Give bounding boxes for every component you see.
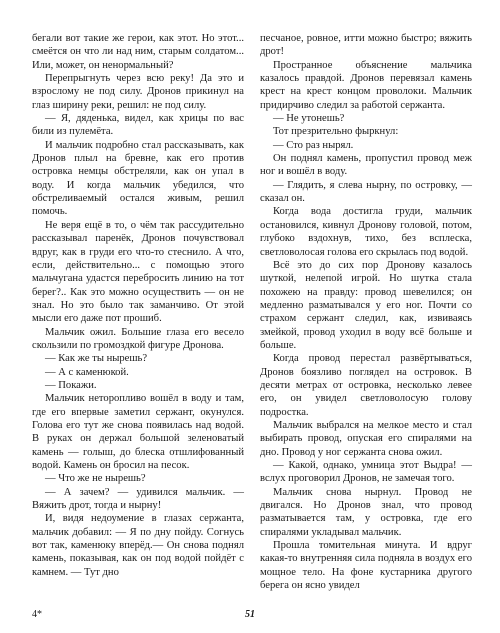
paragraph: — Какой, однако, умница этот Выдра! — вслух проговорил Дронов, не замечая того. xyxy=(260,460,472,485)
paragraph: — Глядить, я слева нырну, по островку, — сказал он. xyxy=(260,179,472,205)
paragraph: Всё это до сих пор Дронову казалось шуткой, нелепой игрой. Но шутка стала похожею на правду: провод шевелился; он медленно разматывался у его ног. Почти со страхом сержант следил, как, извиваясь змейкой, провод уходил в воду всё больше и больше. xyxy=(260,259,472,351)
paragraph: Прошла томительная минута. И вдруг какая-то внутренняя сила подняла в воздух его мощное тело. На фоне кустарника другого берега он ясно увидел xyxy=(260,540,472,592)
paragraph: Он поднял камень, пропустил провод меж ног и вошёл в воду. xyxy=(260,153,472,178)
signature-mark: 4* xyxy=(32,609,42,620)
right-column xyxy=(260,32,472,592)
paragraph: — Сто раз нырял. xyxy=(273,139,354,151)
paragraph: — Как же ты нырешь? xyxy=(45,353,148,365)
paragraph: Когда вода достигла груди, мальчик остановился, кивнул Дронову головой, потом, глубоко вздохнув, тихо, без всплеска, светловолосая голова его скрылась под водой. xyxy=(260,206,472,258)
paragraph: Не веря ещё в то, о чём так рассудительно рассказывал паренёк, Дронов почувствовал вдруг, как в груди его что-то стеснило. А что, если, действительно... с помощью этого мальчугана удастся перебросить линию на тот берег?.. Как это можно осуществить — он не знал. Но это было так заманчиво. От этой мысли его даже пот прошиб. xyxy=(32,219,244,325)
paragraph: — Я, дяденька, видел, как хрицы по вас били из пулемёта. xyxy=(32,113,244,138)
paragraph: — Что же не нырешь? xyxy=(45,473,146,485)
paragraph: Мальчик снова нырнул. Провод не двигался. Но Дронов знал, что провод разматывается там, у островка, где его спиралями укладывал мальчик. xyxy=(260,486,472,538)
paragraph: песчаное, ровное, итти можно быстро; вяжить дрот! xyxy=(260,33,472,58)
left-column xyxy=(32,32,244,579)
page-number: 51 xyxy=(245,609,255,620)
paragraph: — Покажи. xyxy=(45,379,97,391)
paragraph: И, видя недоумение в глазах сержанта, мальчик добавил: — Я по дну пойду. Согнусь вот так, каменюку вперёд.— Он снова поднял камень, показывая, как он под водой пойдёт с камнем. — Тут дно xyxy=(32,513,244,578)
paragraph: — А с каменюкой. xyxy=(45,366,129,378)
paragraph: И мальчик подробно стал рассказывать, как Дронов плыл на бревне, как его против островка немцы обстреляли, как он упал в воду. И когда мальчик убедился, что обстреливаемый остался живым, решил помочь. xyxy=(32,139,244,218)
paragraph: Когда провод перестал развёртываться, Дронов боязливо поглядел на островок. В десяти метрах от островка, несколько левее его, он увидел светловолосую голову подростка. xyxy=(260,353,472,418)
paragraph: Мальчик ожил. Большие глаза его весело скользили по громоздкой фигуре Дронова. xyxy=(32,326,244,351)
paragraph: бегали вот такие же герои, как этот. Но этот... смеётся он что ли над ним, старым солдатом... Или, может, он ненормальный? xyxy=(32,33,244,71)
paragraph: — А зачем? — удивился мальчик. — Вяжить дрот, тогда и нырну! xyxy=(32,486,244,512)
paragraph: Пространное объяснение мальчика казалось правдой. Дронов перевязал камень крест на крест концом проволоки. Мальчик придирчиво следил за работой сержанта. xyxy=(260,59,472,111)
paragraph: Мальчик выбрался на мелкое место и стал выбирать провод, опуская его спиралями на дно. Провод у ног сержанта снова ожил. xyxy=(260,419,472,458)
paragraph: Перепрыгнуть через всю реку! Да это и взрослому не под силу. Дронов прикинул на глаз ширину реки, решил: не под силу. xyxy=(32,73,244,111)
paragraph: Тот презрительно фыркнул: xyxy=(273,126,399,138)
paragraph: — Не утонешь? xyxy=(273,113,345,125)
paragraph: Мальчик неторопливо вошёл в воду и там, где его впервые заметил сержант, окунулся. Голова его тут же снова появилась над водой. В руках он держал большой зеленоватый камень — голыш, до блеска отшлифованный водой. Камень он бросил на песок. xyxy=(32,393,244,471)
